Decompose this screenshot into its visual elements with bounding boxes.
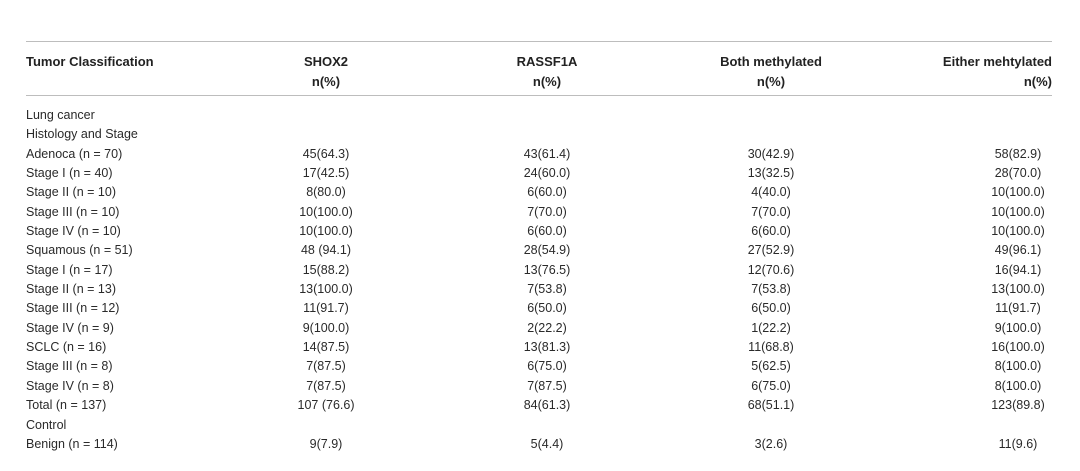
table-row: [26, 435, 1052, 454]
cell-shox2: 8(80.0): [306, 185, 346, 200]
table-row: [26, 164, 1052, 183]
cell-rassf1a: 6(50.0): [527, 301, 567, 316]
cell-rassf1a: 28(54.9): [523, 243, 571, 258]
cell-rassf1a: 7(87.5): [527, 378, 567, 393]
row-label: Squamous (n = 51): [26, 243, 133, 258]
table-row: [26, 396, 1052, 415]
cell-both-methylated: 30(42.9): [747, 146, 795, 161]
section-row-lung-cancer: [26, 106, 1052, 125]
cell-rassf1a: 84(61.3): [523, 398, 571, 413]
row-label: Total (n = 137): [26, 398, 107, 413]
cell-either-methylated: 11(91.7): [995, 301, 1041, 316]
cell-either-methylated: 8(100.0): [994, 359, 1042, 374]
methylation-table: [26, 41, 1052, 454]
cell-shox2: 45(64.3): [302, 146, 350, 161]
cell-rassf1a: 6(75.0): [527, 359, 567, 374]
cell-either-methylated: 49(96.1): [994, 243, 1042, 258]
table-row: [26, 183, 1052, 202]
cell-both-methylated: 6(75.0): [751, 378, 791, 393]
cell-both-methylated: 6(50.0): [751, 301, 791, 316]
row-label: Stage I (n = 40): [26, 166, 113, 181]
header-rassf1a-label: RASSF1A: [516, 54, 578, 69]
cell-shox2: 10(100.0): [299, 224, 353, 239]
row-label: Adenoca (n = 70): [26, 146, 123, 161]
header-rassf1a: [477, 52, 617, 92]
cell-either-methylated: 16(100.0): [991, 340, 1045, 355]
row-label: Stage III (n = 8): [26, 359, 113, 374]
cell-rassf1a: 5(4.4): [530, 436, 564, 451]
row-label: Stage IV (n = 8): [26, 378, 114, 393]
cell-either-methylated: 13(100.0): [991, 282, 1045, 297]
cell-shox2: 10(100.0): [299, 204, 353, 219]
row-label: Benign (n = 114): [26, 436, 118, 451]
cell-rassf1a: 2(22.2): [527, 320, 567, 335]
cell-both-methylated: 12(70.6): [747, 262, 795, 277]
cell-both-methylated: 5(62.5): [751, 359, 791, 374]
header-shox2-unit: n(%): [311, 74, 341, 89]
cell-both-methylated: 6(60.0): [751, 224, 791, 239]
row-label: Stage III (n = 12): [26, 301, 120, 316]
row-label: Stage II (n = 10): [26, 185, 116, 200]
cell-shox2: 107 (76.6): [297, 398, 355, 413]
table-row: [26, 222, 1052, 241]
header-rassf1a-unit: n(%): [532, 74, 562, 89]
header-tumor-classification: [26, 52, 154, 72]
cell-either-methylated: 16(94.1): [994, 262, 1042, 277]
row-label: Stage III (n = 10): [26, 204, 120, 219]
cell-rassf1a: 43(61.4): [523, 146, 571, 161]
section-label: Control: [26, 417, 67, 432]
table-row: [26, 261, 1052, 280]
cell-both-methylated: 4(40.0): [751, 185, 791, 200]
table-body: [26, 96, 1052, 454]
header-shox2: [256, 52, 396, 92]
cell-rassf1a: 13(76.5): [523, 262, 571, 277]
header-shox2-label: SHOX2: [303, 54, 349, 69]
cell-rassf1a: 7(70.0): [527, 204, 567, 219]
cell-shox2: 13(100.0): [299, 282, 353, 297]
cell-shox2: 48 (94.1): [300, 243, 352, 258]
cell-either-methylated: 58(82.9): [994, 146, 1042, 161]
cell-rassf1a: 7(53.8): [527, 282, 567, 297]
cell-either-methylated: 11(9.6): [998, 436, 1038, 451]
cell-either-methylated: 9(100.0): [994, 320, 1042, 335]
header-either-unit: n(%): [1023, 74, 1052, 89]
section-row-histology: [26, 125, 1052, 144]
cell-both-methylated: 68(51.1): [747, 398, 795, 413]
table-row: [26, 338, 1052, 357]
cell-rassf1a: 13(81.3): [523, 340, 571, 355]
cell-shox2: 14(87.5): [302, 340, 350, 355]
section-row-control: [26, 416, 1052, 435]
cell-either-methylated: 10(100.0): [991, 224, 1045, 239]
cell-shox2: 9(7.9): [309, 436, 343, 451]
header-either-methylated: [921, 52, 1052, 92]
section-label: Lung cancer: [26, 108, 95, 122]
header-both-methylated: [701, 52, 841, 92]
table-row: [26, 377, 1052, 396]
header-either-label: Either mehtylated: [942, 54, 1052, 69]
section-label: Histology and Stage: [26, 127, 138, 142]
table-row: [26, 357, 1052, 376]
table-row: [26, 299, 1052, 318]
header-both-unit: n(%): [756, 74, 786, 89]
cell-both-methylated: 3(2.6): [754, 436, 788, 451]
cell-either-methylated: 10(100.0): [991, 185, 1045, 200]
table-row: [26, 280, 1052, 299]
cell-either-methylated: 123(89.8): [991, 398, 1045, 413]
cell-both-methylated: 13(32.5): [747, 166, 795, 181]
header-both-label: Both methylated: [720, 54, 822, 69]
table-row: [26, 241, 1052, 260]
row-label: SCLC (n = 16): [26, 340, 107, 355]
cell-rassf1a: 24(60.0): [523, 166, 571, 181]
cell-both-methylated: 7(70.0): [751, 204, 791, 219]
row-label: Stage I (n = 17): [26, 262, 113, 277]
cell-shox2: 7(87.5): [306, 359, 346, 374]
cell-shox2: 9(100.0): [302, 320, 350, 335]
cell-shox2: 7(87.5): [306, 378, 346, 393]
cell-either-methylated: 10(100.0): [991, 204, 1045, 219]
cell-shox2: 11(91.7): [303, 301, 349, 316]
table-header: [26, 42, 1052, 95]
cell-either-methylated: 28(70.0): [994, 166, 1042, 181]
row-label: Stage IV (n = 9): [26, 320, 114, 335]
cell-either-methylated: 8(100.0): [994, 378, 1042, 393]
cell-rassf1a: 6(60.0): [527, 185, 567, 200]
cell-shox2: 17(42.5): [302, 166, 350, 181]
table-row: [26, 203, 1052, 222]
cell-both-methylated: 27(52.9): [747, 243, 795, 258]
cell-rassf1a: 6(60.0): [527, 224, 567, 239]
cell-both-methylated: 7(53.8): [751, 282, 791, 297]
row-label: Stage II (n = 13): [26, 282, 116, 297]
cell-both-methylated: 11(68.8): [748, 340, 794, 355]
cell-both-methylated: 1(22.2): [751, 320, 791, 335]
table-row: [26, 145, 1052, 164]
row-label: Stage IV (n = 10): [26, 224, 121, 239]
header-classification-label: Tumor Classification: [26, 54, 154, 69]
cell-shox2: 15(88.2): [302, 262, 350, 277]
table-row: [26, 319, 1052, 338]
